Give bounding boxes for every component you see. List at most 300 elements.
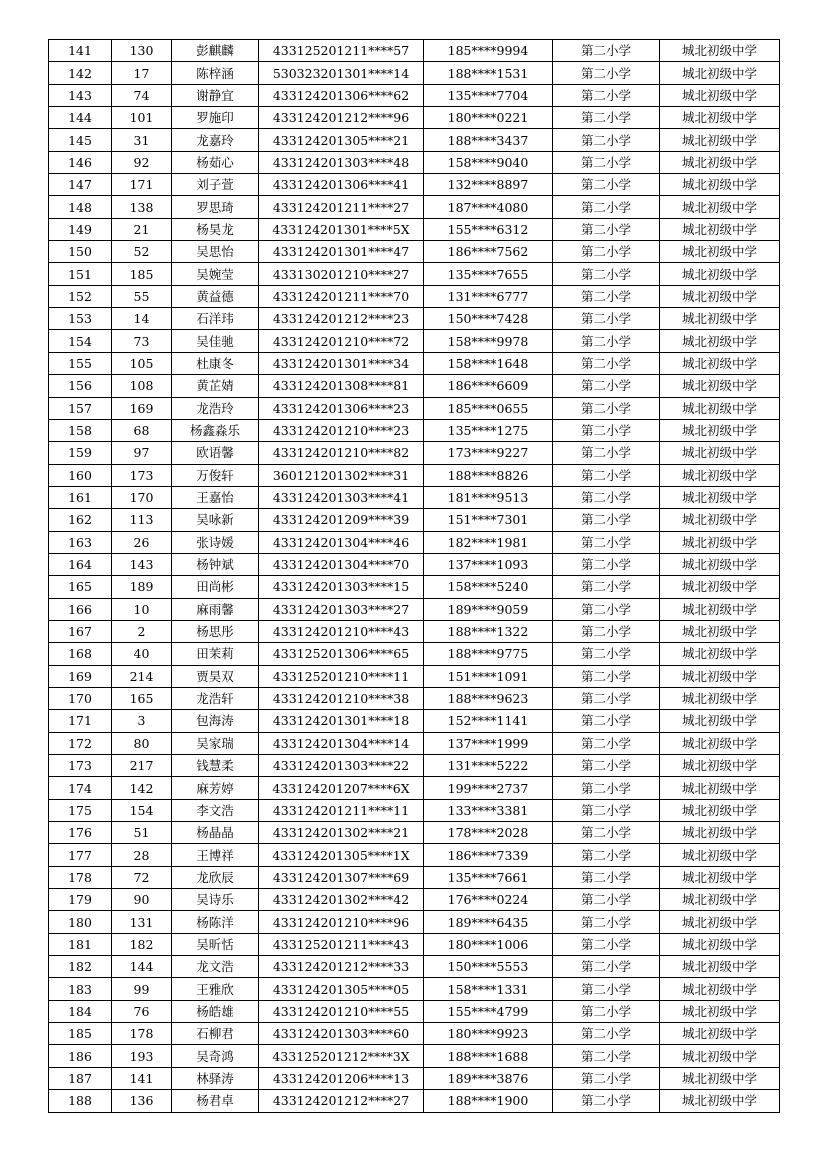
primary-school-cell: 第二小学 — [553, 620, 660, 642]
name-cell: 王嘉怡 — [172, 486, 259, 508]
table-row — [49, 263, 780, 285]
primary-school-cell: 第二小学 — [553, 62, 660, 84]
primary-school-cell: 第二小学 — [553, 911, 660, 933]
number-cell: 214 — [112, 665, 172, 687]
middle-school-cell: 城北初级中学 — [660, 62, 780, 84]
name-cell: 王博祥 — [172, 844, 259, 866]
seq-cell: 172 — [49, 732, 112, 754]
phone-cell: 176****0224 — [424, 889, 553, 911]
primary-school-cell: 第二小学 — [553, 330, 660, 352]
id-number-cell: 433124201212****27 — [259, 1090, 424, 1112]
middle-school-cell: 城北初级中学 — [660, 84, 780, 106]
table-row — [49, 196, 780, 218]
id-number-cell: 433124201306****62 — [259, 84, 424, 106]
phone-cell: 135****7661 — [424, 866, 553, 888]
primary-school-cell: 第二小学 — [553, 40, 660, 62]
primary-school-cell: 第二小学 — [553, 844, 660, 866]
table-row — [49, 911, 780, 933]
id-number-cell: 433124201303****41 — [259, 486, 424, 508]
phone-cell: 188****1531 — [424, 62, 553, 84]
id-number-cell: 433124201305****05 — [259, 978, 424, 1000]
name-cell: 麻雨馨 — [172, 598, 259, 620]
phone-cell: 135****7704 — [424, 84, 553, 106]
table-row — [49, 710, 780, 732]
middle-school-cell: 城北初级中学 — [660, 866, 780, 888]
id-number-cell: 433124201301****18 — [259, 710, 424, 732]
table-row — [49, 822, 780, 844]
id-number-cell: 433124201210****55 — [259, 1000, 424, 1022]
number-cell: 74 — [112, 84, 172, 106]
primary-school-cell: 第二小学 — [553, 464, 660, 486]
phone-cell: 188****8826 — [424, 464, 553, 486]
name-cell: 贾昊双 — [172, 665, 259, 687]
middle-school-cell: 城北初级中学 — [660, 129, 780, 151]
table-row — [49, 330, 780, 352]
primary-school-cell: 第二小学 — [553, 151, 660, 173]
seq-cell: 159 — [49, 442, 112, 464]
number-cell: 182 — [112, 933, 172, 955]
middle-school-cell: 城北初级中学 — [660, 1045, 780, 1067]
table-row — [49, 397, 780, 419]
number-cell: 193 — [112, 1045, 172, 1067]
id-number-cell: 433124201210****72 — [259, 330, 424, 352]
phone-cell: 137****1999 — [424, 732, 553, 754]
seq-cell: 186 — [49, 1045, 112, 1067]
seq-cell: 177 — [49, 844, 112, 866]
middle-school-cell: 城北初级中学 — [660, 330, 780, 352]
name-cell: 包海涛 — [172, 710, 259, 732]
name-cell: 杜康冬 — [172, 352, 259, 374]
table-row — [49, 755, 780, 777]
name-cell: 杨皓雄 — [172, 1000, 259, 1022]
number-cell: 131 — [112, 911, 172, 933]
id-number-cell: 433124201212****96 — [259, 107, 424, 129]
name-cell: 张诗媛 — [172, 531, 259, 553]
number-cell: 68 — [112, 419, 172, 441]
phone-cell: 188****9623 — [424, 687, 553, 709]
number-cell: 52 — [112, 241, 172, 263]
student-roster-table — [48, 39, 780, 1113]
middle-school-cell: 城北初级中学 — [660, 1023, 780, 1045]
name-cell: 吴家瑞 — [172, 732, 259, 754]
id-number-cell: 433124201302****42 — [259, 889, 424, 911]
middle-school-cell: 城北初级中学 — [660, 397, 780, 419]
name-cell: 刘子萱 — [172, 174, 259, 196]
primary-school-cell: 第二小学 — [553, 241, 660, 263]
phone-cell: 173****9227 — [424, 442, 553, 464]
phone-cell: 187****4080 — [424, 196, 553, 218]
name-cell: 彭麒麟 — [172, 40, 259, 62]
number-cell: 173 — [112, 464, 172, 486]
id-number-cell: 433124201308****81 — [259, 375, 424, 397]
phone-cell: 180****1006 — [424, 933, 553, 955]
seq-cell: 173 — [49, 755, 112, 777]
number-cell: 99 — [112, 978, 172, 1000]
middle-school-cell: 城北初级中学 — [660, 375, 780, 397]
number-cell: 73 — [112, 330, 172, 352]
table-row — [49, 933, 780, 955]
primary-school-cell: 第二小学 — [553, 375, 660, 397]
seq-cell: 154 — [49, 330, 112, 352]
seq-cell: 149 — [49, 218, 112, 240]
name-cell: 吴咏新 — [172, 509, 259, 531]
seq-cell: 146 — [49, 151, 112, 173]
name-cell: 王雅欣 — [172, 978, 259, 1000]
id-number-cell: 433124201303****15 — [259, 576, 424, 598]
primary-school-cell: 第二小学 — [553, 174, 660, 196]
seq-cell: 150 — [49, 241, 112, 263]
primary-school-cell: 第二小学 — [553, 866, 660, 888]
id-number-cell: 433124201303****27 — [259, 598, 424, 620]
name-cell: 黄芷婧 — [172, 375, 259, 397]
seq-cell: 176 — [49, 822, 112, 844]
seq-cell: 165 — [49, 576, 112, 598]
number-cell: 217 — [112, 755, 172, 777]
id-number-cell: 433124201210****23 — [259, 419, 424, 441]
middle-school-cell: 城北初级中学 — [660, 285, 780, 307]
seq-cell: 152 — [49, 285, 112, 307]
id-number-cell: 433124201305****21 — [259, 129, 424, 151]
name-cell: 吴昕恬 — [172, 933, 259, 955]
id-number-cell: 433124201301****34 — [259, 352, 424, 374]
table-row — [49, 732, 780, 754]
table-row — [49, 643, 780, 665]
seq-cell: 163 — [49, 531, 112, 553]
id-number-cell: 433124201212****33 — [259, 956, 424, 978]
primary-school-cell: 第二小学 — [553, 397, 660, 419]
middle-school-cell: 城北初级中学 — [660, 777, 780, 799]
name-cell: 吴婉莹 — [172, 263, 259, 285]
id-number-cell: 433125201210****11 — [259, 665, 424, 687]
primary-school-cell: 第二小学 — [553, 576, 660, 598]
name-cell: 石洋玮 — [172, 308, 259, 330]
table-row — [49, 509, 780, 531]
primary-school-cell: 第二小学 — [553, 978, 660, 1000]
number-cell: 51 — [112, 822, 172, 844]
primary-school-cell: 第二小学 — [553, 755, 660, 777]
primary-school-cell: 第二小学 — [553, 1067, 660, 1089]
phone-cell: 185****9994 — [424, 40, 553, 62]
phone-cell: 181****9513 — [424, 486, 553, 508]
seq-cell: 156 — [49, 375, 112, 397]
seq-cell: 167 — [49, 620, 112, 642]
table-row — [49, 352, 780, 374]
seq-cell: 157 — [49, 397, 112, 419]
number-cell: 80 — [112, 732, 172, 754]
primary-school-cell: 第二小学 — [553, 777, 660, 799]
middle-school-cell: 城北初级中学 — [660, 822, 780, 844]
number-cell: 142 — [112, 777, 172, 799]
name-cell: 杨陈洋 — [172, 911, 259, 933]
primary-school-cell: 第二小学 — [553, 956, 660, 978]
table-row — [49, 107, 780, 129]
name-cell: 陈梓涵 — [172, 62, 259, 84]
id-number-cell: 433125201306****65 — [259, 643, 424, 665]
id-number-cell: 433124201302****21 — [259, 822, 424, 844]
phone-cell: 158****5240 — [424, 576, 553, 598]
seq-cell: 144 — [49, 107, 112, 129]
middle-school-cell: 城北初级中学 — [660, 643, 780, 665]
seq-cell: 175 — [49, 799, 112, 821]
primary-school-cell: 第二小学 — [553, 352, 660, 374]
primary-school-cell: 第二小学 — [553, 308, 660, 330]
seq-cell: 187 — [49, 1067, 112, 1089]
primary-school-cell: 第二小学 — [553, 687, 660, 709]
phone-cell: 188****9775 — [424, 643, 553, 665]
seq-cell: 147 — [49, 174, 112, 196]
primary-school-cell: 第二小学 — [553, 285, 660, 307]
id-number-cell: 433124201306****41 — [259, 174, 424, 196]
name-cell: 吴奇鸿 — [172, 1045, 259, 1067]
id-number-cell: 433124201210****96 — [259, 911, 424, 933]
middle-school-cell: 城北初级中学 — [660, 844, 780, 866]
name-cell: 杨思彤 — [172, 620, 259, 642]
middle-school-cell: 城北初级中学 — [660, 553, 780, 575]
seq-cell: 179 — [49, 889, 112, 911]
roster-body — [49, 40, 780, 1113]
phone-cell: 135****1275 — [424, 419, 553, 441]
number-cell: 10 — [112, 598, 172, 620]
table-row — [49, 598, 780, 620]
phone-cell: 155****6312 — [424, 218, 553, 240]
number-cell: 108 — [112, 375, 172, 397]
number-cell: 31 — [112, 129, 172, 151]
name-cell: 李文浩 — [172, 799, 259, 821]
seq-cell: 143 — [49, 84, 112, 106]
middle-school-cell: 城北初级中学 — [660, 620, 780, 642]
table-row — [49, 553, 780, 575]
phone-cell: 158****9978 — [424, 330, 553, 352]
name-cell: 万俊轩 — [172, 464, 259, 486]
seq-cell: 142 — [49, 62, 112, 84]
middle-school-cell: 城北初级中学 — [660, 755, 780, 777]
number-cell: 154 — [112, 799, 172, 821]
primary-school-cell: 第二小学 — [553, 1000, 660, 1022]
table-row — [49, 174, 780, 196]
table-row — [49, 1023, 780, 1045]
phone-cell: 158****9040 — [424, 151, 553, 173]
id-number-cell: 433124201206****13 — [259, 1067, 424, 1089]
table-row — [49, 419, 780, 441]
number-cell: 143 — [112, 553, 172, 575]
primary-school-cell: 第二小学 — [553, 531, 660, 553]
phone-cell: 132****8897 — [424, 174, 553, 196]
name-cell: 谢静宜 — [172, 84, 259, 106]
primary-school-cell: 第二小学 — [553, 598, 660, 620]
name-cell: 林驿涛 — [172, 1067, 259, 1089]
table-row — [49, 866, 780, 888]
table-row — [49, 620, 780, 642]
phone-cell: 199****2737 — [424, 777, 553, 799]
middle-school-cell: 城北初级中学 — [660, 1067, 780, 1089]
number-cell: 14 — [112, 308, 172, 330]
number-cell: 97 — [112, 442, 172, 464]
primary-school-cell: 第二小学 — [553, 710, 660, 732]
number-cell: 26 — [112, 531, 172, 553]
middle-school-cell: 城北初级中学 — [660, 263, 780, 285]
primary-school-cell: 第二小学 — [553, 196, 660, 218]
seq-cell: 155 — [49, 352, 112, 374]
table-row — [49, 1000, 780, 1022]
primary-school-cell: 第二小学 — [553, 643, 660, 665]
primary-school-cell: 第二小学 — [553, 486, 660, 508]
phone-cell: 158****1331 — [424, 978, 553, 1000]
seq-cell: 170 — [49, 687, 112, 709]
middle-school-cell: 城北初级中学 — [660, 889, 780, 911]
id-number-cell: 433124201211****70 — [259, 285, 424, 307]
phone-cell: 188****1322 — [424, 620, 553, 642]
middle-school-cell: 城北初级中学 — [660, 308, 780, 330]
name-cell: 麻芳婷 — [172, 777, 259, 799]
name-cell: 黄益德 — [172, 285, 259, 307]
number-cell: 101 — [112, 107, 172, 129]
number-cell: 138 — [112, 196, 172, 218]
seq-cell: 182 — [49, 956, 112, 978]
table-row — [49, 531, 780, 553]
number-cell: 170 — [112, 486, 172, 508]
name-cell: 田尚彬 — [172, 576, 259, 598]
primary-school-cell: 第二小学 — [553, 889, 660, 911]
name-cell: 龙欣辰 — [172, 866, 259, 888]
primary-school-cell: 第二小学 — [553, 1090, 660, 1112]
id-number-cell: 433124201306****23 — [259, 397, 424, 419]
number-cell: 72 — [112, 866, 172, 888]
middle-school-cell: 城北初级中学 — [660, 241, 780, 263]
table-row — [49, 1045, 780, 1067]
id-number-cell: 433124201210****43 — [259, 620, 424, 642]
middle-school-cell: 城北初级中学 — [660, 911, 780, 933]
phone-cell: 131****5222 — [424, 755, 553, 777]
middle-school-cell: 城北初级中学 — [660, 799, 780, 821]
name-cell: 杨钟斌 — [172, 553, 259, 575]
primary-school-cell: 第二小学 — [553, 553, 660, 575]
phone-cell: 180****9923 — [424, 1023, 553, 1045]
table-row — [49, 1067, 780, 1089]
phone-cell: 135****7655 — [424, 263, 553, 285]
middle-school-cell: 城北初级中学 — [660, 933, 780, 955]
number-cell: 17 — [112, 62, 172, 84]
number-cell: 40 — [112, 643, 172, 665]
middle-school-cell: 城北初级中学 — [660, 464, 780, 486]
table-row — [49, 978, 780, 1000]
middle-school-cell: 城北初级中学 — [660, 576, 780, 598]
id-number-cell: 433124201211****11 — [259, 799, 424, 821]
name-cell: 杨昊龙 — [172, 218, 259, 240]
number-cell: 90 — [112, 889, 172, 911]
phone-cell: 189****9059 — [424, 598, 553, 620]
table-row — [49, 844, 780, 866]
name-cell: 罗思琦 — [172, 196, 259, 218]
middle-school-cell: 城北初级中学 — [660, 710, 780, 732]
number-cell: 185 — [112, 263, 172, 285]
primary-school-cell: 第二小学 — [553, 509, 660, 531]
table-row — [49, 442, 780, 464]
id-number-cell: 433124201210****38 — [259, 687, 424, 709]
table-row — [49, 486, 780, 508]
name-cell: 罗施印 — [172, 107, 259, 129]
middle-school-cell: 城北初级中学 — [660, 956, 780, 978]
primary-school-cell: 第二小学 — [553, 1045, 660, 1067]
number-cell: 92 — [112, 151, 172, 173]
id-number-cell: 433124201304****14 — [259, 732, 424, 754]
phone-cell: 188****3437 — [424, 129, 553, 151]
phone-cell: 151****7301 — [424, 509, 553, 531]
id-number-cell: 433124201301****5X — [259, 218, 424, 240]
table-row — [49, 62, 780, 84]
table-row — [49, 956, 780, 978]
middle-school-cell: 城北初级中学 — [660, 665, 780, 687]
id-number-cell: 433124201212****23 — [259, 308, 424, 330]
table-row — [49, 1090, 780, 1112]
phone-cell: 151****1091 — [424, 665, 553, 687]
seq-cell: 180 — [49, 911, 112, 933]
number-cell: 2 — [112, 620, 172, 642]
middle-school-cell: 城北初级中学 — [660, 978, 780, 1000]
middle-school-cell: 城北初级中学 — [660, 419, 780, 441]
seq-cell: 185 — [49, 1023, 112, 1045]
primary-school-cell: 第二小学 — [553, 84, 660, 106]
number-cell: 189 — [112, 576, 172, 598]
table-row — [49, 375, 780, 397]
table-row — [49, 799, 780, 821]
name-cell: 吴佳驰 — [172, 330, 259, 352]
middle-school-cell: 城北初级中学 — [660, 531, 780, 553]
table-row — [49, 218, 780, 240]
middle-school-cell: 城北初级中学 — [660, 687, 780, 709]
middle-school-cell: 城北初级中学 — [660, 352, 780, 374]
primary-school-cell: 第二小学 — [553, 799, 660, 821]
primary-school-cell: 第二小学 — [553, 732, 660, 754]
table-row — [49, 665, 780, 687]
phone-cell: 131****6777 — [424, 285, 553, 307]
middle-school-cell: 城北初级中学 — [660, 442, 780, 464]
table-row — [49, 308, 780, 330]
seq-cell: 145 — [49, 129, 112, 151]
number-cell: 141 — [112, 1067, 172, 1089]
table-row — [49, 777, 780, 799]
name-cell: 杨鑫淼乐 — [172, 419, 259, 441]
phone-cell: 189****6435 — [424, 911, 553, 933]
name-cell: 杨茹心 — [172, 151, 259, 173]
name-cell: 石柳君 — [172, 1023, 259, 1045]
middle-school-cell: 城北初级中学 — [660, 174, 780, 196]
id-number-cell: 433124201207****6X — [259, 777, 424, 799]
phone-cell: 158****1648 — [424, 352, 553, 374]
number-cell: 136 — [112, 1090, 172, 1112]
table-row — [49, 285, 780, 307]
id-number-cell: 433124201303****48 — [259, 151, 424, 173]
id-number-cell: 433124201209****39 — [259, 509, 424, 531]
number-cell: 169 — [112, 397, 172, 419]
phone-cell: 186****7562 — [424, 241, 553, 263]
phone-cell: 189****3876 — [424, 1067, 553, 1089]
table-row — [49, 129, 780, 151]
seq-cell: 151 — [49, 263, 112, 285]
seq-cell: 184 — [49, 1000, 112, 1022]
phone-cell: 178****2028 — [424, 822, 553, 844]
number-cell: 178 — [112, 1023, 172, 1045]
phone-cell: 152****1141 — [424, 710, 553, 732]
id-number-cell: 433124201304****46 — [259, 531, 424, 553]
seq-cell: 168 — [49, 643, 112, 665]
seq-cell: 188 — [49, 1090, 112, 1112]
number-cell: 113 — [112, 509, 172, 531]
seq-cell: 171 — [49, 710, 112, 732]
primary-school-cell: 第二小学 — [553, 933, 660, 955]
id-number-cell: 433124201303****60 — [259, 1023, 424, 1045]
phone-cell: 150****7428 — [424, 308, 553, 330]
number-cell: 55 — [112, 285, 172, 307]
